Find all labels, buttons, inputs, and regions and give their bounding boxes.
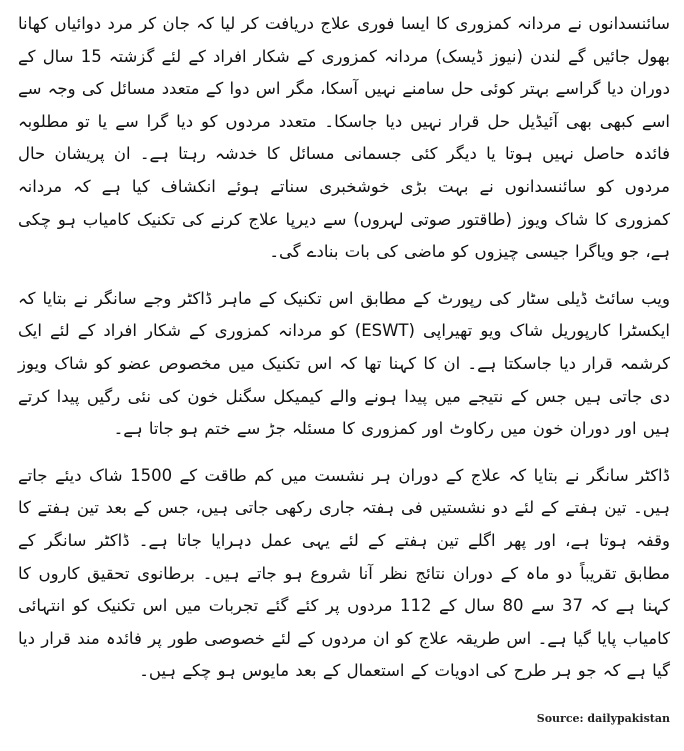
article-paragraph-1: سائنسدانوں نے مردانہ کمزوری کا ایسا فوری علاج دریافت کر لیا کہ جان کر مرد دوائیاں کھانا بھول جائیں گے لندن (نیوز ڈیسک) مردانہ کمزوری کے شکار افراد کے لئے گزشتہ 15 سال کے دوران دیا گراسے بہتر کوئی حل سامنے نہیں آسکا، مگر اس دوا کے متعدد مسائل کی وجہ سے اسے کبھی بھی آئیڈیل حل قرار نہیں دیا جاسکا۔ متعدد مردوں کو دیا گرا سے یا تو مطلوبہ فائدہ حاصل نہیں ہوتا یا دیگر کئی جسمانی مسائل کا خدشہ رہتا ہے۔ ان پریشان حال مردوں کو سائنسدانوں نے بہت بڑی خوشخبری سناتے ہوئے انکشاف کیا ہے کہ مردانہ کمزوری کا شاک ویوز (طاقتور صوتی لہروں) سے دیرپا علاج کرنے کی تکنیک کامیاب ہو چکی ہے، جو ویاگرا جیسی چیزوں کو ماضی کی بات بنادے گی۔ — [18, 14, 670, 262]
article-paragraph-2: ویب سائٹ ڈیلی سٹار کی رپورٹ کے مطابق اس تکنیک کے ماہر ڈاکٹر وجے سانگر نے بتایا کہ ایکسٹرا کارپوریل شاک ویو تھیراپی (ESWT) کو مردانہ کمزوری کے شکار افراد کے لئے ایک کرشمہ قرار دیا جاسکتا ہے۔ ان کا کہنا تھا کہ اس تکنیک میں مخصوص عضو کو شاک ویوز دی جاتی ہیں جس کے نتیجے میں پیدا ہونے والے کیمیکل سگنل خون کی نئی رگیں پیدا کرتے ہیں اور دوران خون میں رکاوٹ اور کمزوری کا مسئلہ جڑ سے ختم ہو جاتا ہے۔ — [18, 288, 670, 439]
article-body — [18, 8, 670, 702]
article-paragraph-3: ڈاکٹر سانگر نے بتایا کہ علاج کے دوران ہر نشست میں کم طاقت کے 1500 شاک دیئے جاتے ہیں۔ تین ہفتے کے لئے دو نشستیں فی ہفتہ جاری رکھی جاتی ہیں، جس کے بعد تین ہفتے کا وقفہ ہوتا ہے، اور پھر اگلے تین ہفتے کے لئے یہی عمل دہرایا جاتا ہے۔ ڈاکٹر سانگر کے مطابق تقریباً دو ماہ کے دوران نتائج نظر آنا شروع ہو جاتے ہیں۔ برطانوی تحقیق کاروں کا کہنا ہے کہ 37 سے 80 سال کے 112 مردوں پر کئے گئے تجربات میں اس تکنیک کو انتہائی کامیاب پایا گیا ہے۔ اس طریقہ علاج کو ان مردوں کے لئے خصوصی طور پر فائدہ مند قرار دیا گیا ہے کہ جو ہر طرح کی ادویات کے استعمال کے بعد مایوس ہو چکے ہیں۔ — [18, 465, 671, 681]
source-credit: Source: dailypakistan — [536, 712, 670, 725]
